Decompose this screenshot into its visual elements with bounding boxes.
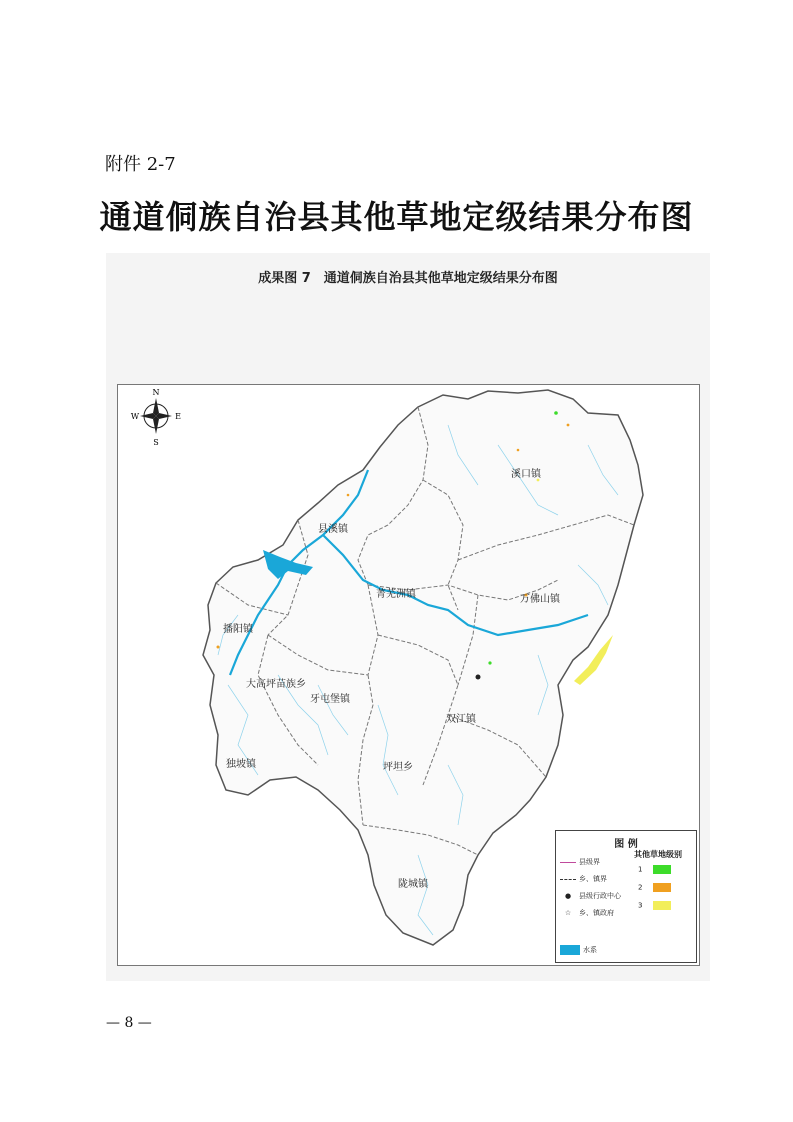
town-label-xianxi: 县溪镇: [318, 524, 348, 535]
town-label-wanfoshan: 万佛山镇: [520, 594, 560, 605]
town-label-dupo: 独坡镇: [226, 759, 256, 770]
legend-grade-title: 其他草地级别: [634, 849, 682, 859]
page-title: 通道侗族自治县其他草地定级结果分布图: [99, 198, 694, 236]
map-panel: [106, 253, 710, 981]
legend-county-center-symbol: ●: [564, 892, 572, 900]
legend-township-boundary-symbol: [560, 879, 576, 880]
legend-township-boundary: 乡、镇界: [560, 874, 607, 884]
legend-grade-1: 1: [638, 865, 677, 874]
town-label-pufeng: 菁芜洲镇: [376, 589, 416, 600]
legend-grade-3: 3: [638, 901, 677, 910]
compass-n-label: N: [152, 388, 160, 397]
map-legend: [555, 830, 697, 963]
compass-s-label: S: [153, 438, 159, 447]
legend-township-gov: ☆ 乡、镇政府: [560, 908, 614, 918]
town-label-xikou: 溪口镇: [511, 469, 541, 480]
legend-county-boundary-symbol: [560, 862, 576, 863]
legend-grade-2-swatch: [653, 883, 671, 892]
town-label-longcheng: 陇城镇: [398, 879, 428, 890]
map-frame: [117, 384, 700, 966]
legend-title: 图 例: [614, 839, 638, 850]
town-label-pingtan: 坪坦乡: [383, 762, 413, 773]
legend-grade-2: 2: [638, 883, 677, 892]
page-number: — 8 —: [106, 1015, 152, 1031]
town-label-boyang: 播阳镇: [223, 624, 253, 635]
legend-county-boundary: 县级界: [560, 857, 600, 867]
compass-w-label: W: [130, 412, 140, 421]
legend-water: 水系: [560, 945, 597, 955]
map-panel-title: 成果图 7 通道侗族自治县其他草地定级结果分布图: [258, 271, 558, 286]
legend-water-swatch: [560, 945, 580, 955]
legend-grade-3-swatch: [653, 901, 671, 910]
compass-e-label: E: [175, 412, 181, 421]
town-label-shuangjiang: 双江镇: [446, 714, 476, 725]
county-center-dot: [476, 675, 481, 680]
attachment-label: 附件 2-7: [105, 154, 176, 175]
town-label-dagaoping: 大高坪苗族乡: [246, 679, 306, 690]
legend-county-center: ● 县级行政中心: [560, 891, 621, 901]
legend-township-gov-symbol: ☆: [564, 909, 572, 917]
town-label-yatun: 牙屯堡镇: [310, 694, 350, 705]
north-arrow: [130, 385, 182, 447]
legend-grade-1-swatch: [653, 865, 671, 874]
